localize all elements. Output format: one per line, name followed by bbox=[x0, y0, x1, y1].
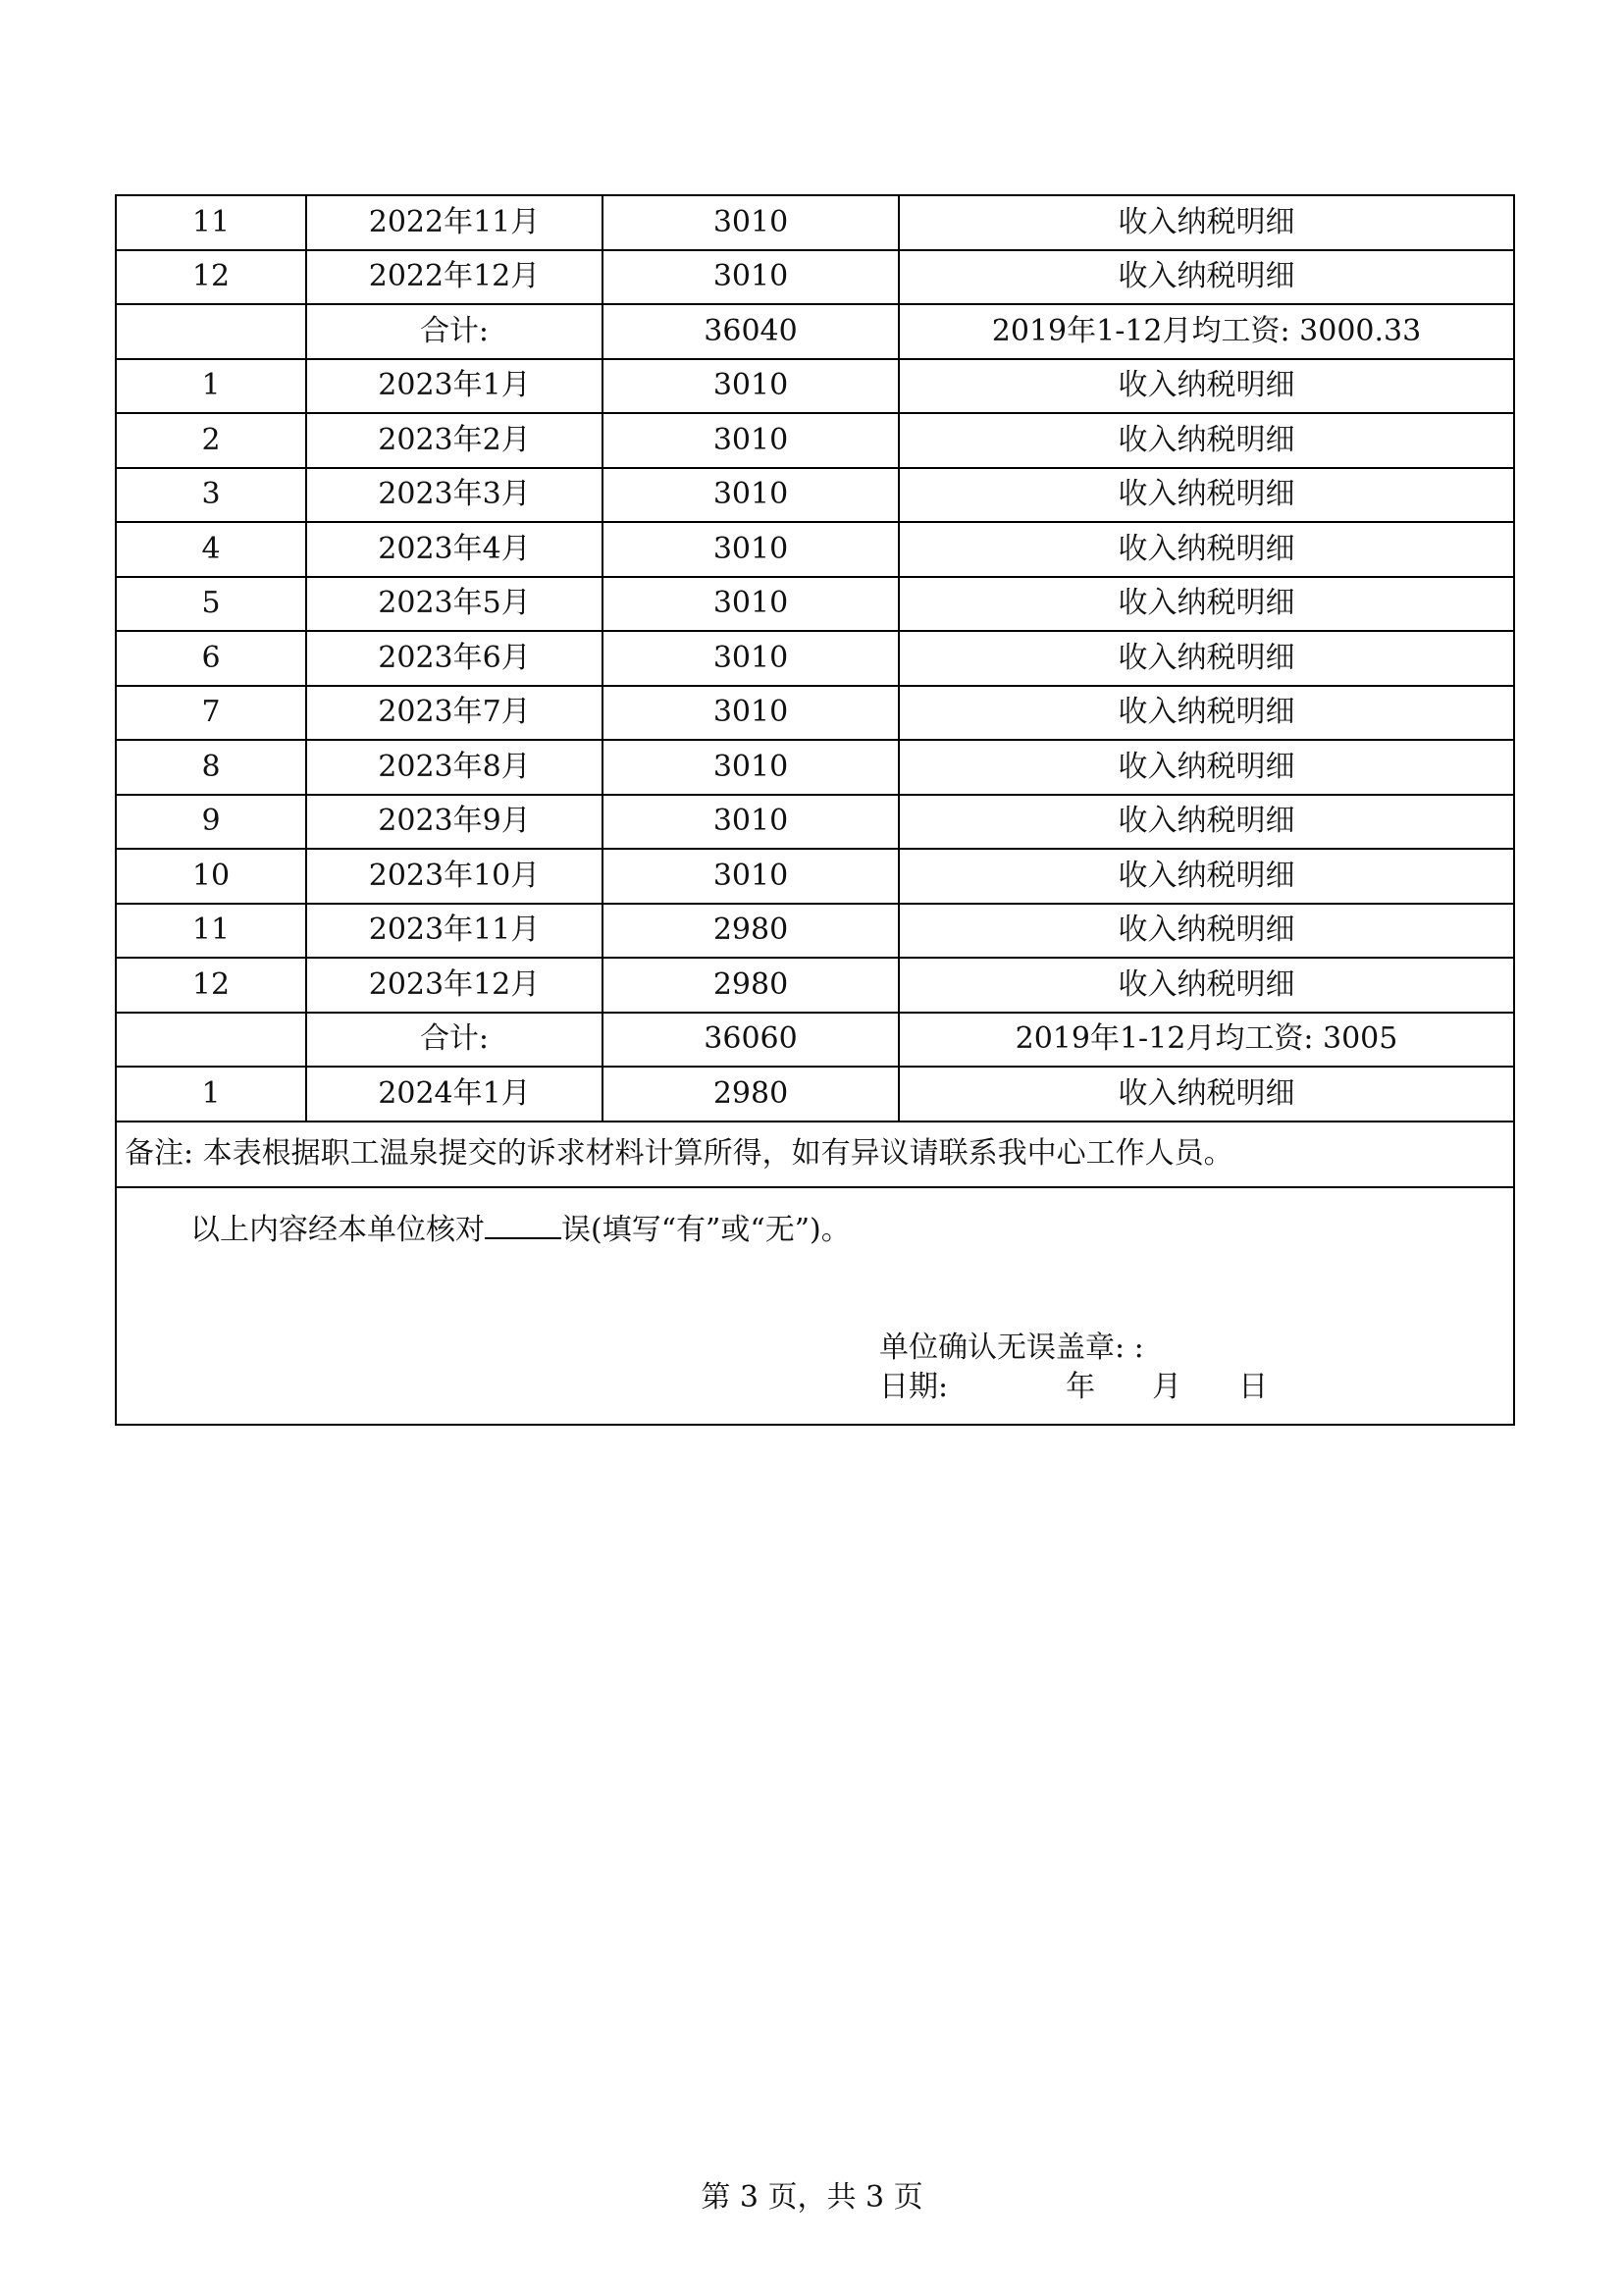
note-cell: 收入纳税明细 bbox=[899, 250, 1514, 305]
month-cell: 2023年6月 bbox=[306, 631, 602, 686]
confirm-blank-field[interactable] bbox=[485, 1218, 561, 1239]
note-cell: 收入纳税明细 bbox=[899, 359, 1514, 414]
note-cell: 收入纳税明细 bbox=[899, 686, 1514, 741]
month-cell: 合计: bbox=[306, 304, 602, 359]
month-label: 月 bbox=[1152, 1369, 1182, 1404]
month-cell: 2022年11月 bbox=[306, 195, 602, 250]
month-cell: 2023年7月 bbox=[306, 686, 602, 741]
table-row bbox=[116, 250, 1514, 305]
amount-cell: 2980 bbox=[602, 904, 899, 959]
salary-table-body bbox=[116, 195, 1514, 1122]
confirm-text-after: 误(填写“有”或“无”)。 bbox=[561, 1212, 851, 1247]
row-number-cell bbox=[116, 1013, 306, 1068]
row-number-cell: 4 bbox=[116, 522, 306, 577]
day-label: 日 bbox=[1238, 1369, 1269, 1404]
row-number-cell: 6 bbox=[116, 631, 306, 686]
amount-cell: 3010 bbox=[602, 359, 899, 414]
row-number-cell bbox=[116, 304, 306, 359]
confirm-row bbox=[116, 1187, 1514, 1425]
table-row bbox=[116, 195, 1514, 250]
row-number-cell: 10 bbox=[116, 849, 306, 904]
table-row bbox=[116, 413, 1514, 468]
month-cell: 2023年11月 bbox=[306, 904, 602, 959]
remark-row bbox=[116, 1122, 1514, 1187]
amount-cell: 3010 bbox=[602, 686, 899, 741]
row-number-cell: 11 bbox=[116, 195, 306, 250]
amount-cell: 3010 bbox=[602, 250, 899, 305]
salary-table bbox=[115, 194, 1515, 1426]
month-cell: 2023年12月 bbox=[306, 958, 602, 1013]
table-row bbox=[116, 631, 1514, 686]
month-cell: 2023年5月 bbox=[306, 577, 602, 632]
amount-cell: 3010 bbox=[602, 795, 899, 850]
table-row bbox=[116, 304, 1514, 359]
confirm-section bbox=[116, 1187, 1514, 1425]
table-row bbox=[116, 849, 1514, 904]
month-cell: 2023年9月 bbox=[306, 795, 602, 850]
row-number-cell: 9 bbox=[116, 795, 306, 850]
table-row bbox=[116, 468, 1514, 523]
note-cell: 收入纳税明细 bbox=[899, 468, 1514, 523]
date-label: 日期: bbox=[879, 1369, 949, 1404]
amount-cell: 36040 bbox=[602, 304, 899, 359]
table-row bbox=[116, 740, 1514, 795]
table-row bbox=[116, 1013, 1514, 1068]
note-cell: 收入纳税明细 bbox=[899, 904, 1514, 959]
row-number-cell: 7 bbox=[116, 686, 306, 741]
amount-cell: 3010 bbox=[602, 740, 899, 795]
note-cell: 收入纳税明细 bbox=[899, 631, 1514, 686]
row-number-cell: 11 bbox=[116, 904, 306, 959]
note-cell: 2019年1-12月均工资: 3000.33 bbox=[899, 304, 1514, 359]
month-cell: 2023年2月 bbox=[306, 413, 602, 468]
table-row bbox=[116, 522, 1514, 577]
page-footer: 第 3 页，共 3 页 bbox=[701, 2180, 923, 2215]
amount-cell: 3010 bbox=[602, 413, 899, 468]
note-cell: 收入纳税明细 bbox=[899, 413, 1514, 468]
table-row bbox=[116, 904, 1514, 959]
table-row bbox=[116, 795, 1514, 850]
amount-cell: 36060 bbox=[602, 1013, 899, 1068]
row-number-cell: 3 bbox=[116, 468, 306, 523]
note-cell: 收入纳税明细 bbox=[899, 522, 1514, 577]
row-number-cell: 5 bbox=[116, 577, 306, 632]
note-cell: 收入纳税明细 bbox=[899, 195, 1514, 250]
remark-text: 备注: 本表根据职工温泉提交的诉求材料计算所得，如有异议请联系我中心工作人员。 bbox=[116, 1122, 1514, 1187]
confirm-text-before: 以上内容经本单位核对 bbox=[190, 1212, 485, 1247]
amount-cell: 2980 bbox=[602, 958, 899, 1013]
confirm-statement bbox=[190, 1212, 851, 1247]
year-label: 年 bbox=[1066, 1369, 1096, 1404]
amount-cell: 3010 bbox=[602, 631, 899, 686]
row-number-cell: 12 bbox=[116, 250, 306, 305]
month-cell: 2024年1月 bbox=[306, 1067, 602, 1122]
note-cell: 收入纳税明细 bbox=[899, 1067, 1514, 1122]
month-cell: 2022年12月 bbox=[306, 250, 602, 305]
month-cell: 2023年10月 bbox=[306, 849, 602, 904]
amount-cell: 3010 bbox=[602, 849, 899, 904]
row-number-cell: 8 bbox=[116, 740, 306, 795]
month-cell: 2023年4月 bbox=[306, 522, 602, 577]
note-cell: 收入纳税明细 bbox=[899, 577, 1514, 632]
amount-cell: 2980 bbox=[602, 1067, 899, 1122]
table-row bbox=[116, 958, 1514, 1013]
month-cell: 2023年1月 bbox=[306, 359, 602, 414]
note-cell: 2019年1-12月均工资: 3005 bbox=[899, 1013, 1514, 1068]
date-line bbox=[879, 1369, 1269, 1404]
amount-cell: 3010 bbox=[602, 195, 899, 250]
row-number-cell: 12 bbox=[116, 958, 306, 1013]
amount-cell: 3010 bbox=[602, 577, 899, 632]
note-cell: 收入纳税明细 bbox=[899, 958, 1514, 1013]
note-cell: 收入纳税明细 bbox=[899, 849, 1514, 904]
note-cell: 收入纳税明细 bbox=[899, 795, 1514, 850]
month-cell: 2023年8月 bbox=[306, 740, 602, 795]
note-cell: 收入纳税明细 bbox=[899, 740, 1514, 795]
amount-cell: 3010 bbox=[602, 468, 899, 523]
stamp-label: 单位确认无误盖章: : bbox=[879, 1330, 1144, 1365]
row-number-cell: 2 bbox=[116, 413, 306, 468]
table-row bbox=[116, 1067, 1514, 1122]
month-cell: 合计: bbox=[306, 1013, 602, 1068]
table-row bbox=[116, 686, 1514, 741]
table-row bbox=[116, 359, 1514, 414]
row-number-cell: 1 bbox=[116, 1067, 306, 1122]
table-row bbox=[116, 577, 1514, 632]
month-cell: 2023年3月 bbox=[306, 468, 602, 523]
amount-cell: 3010 bbox=[602, 522, 899, 577]
row-number-cell: 1 bbox=[116, 359, 306, 414]
